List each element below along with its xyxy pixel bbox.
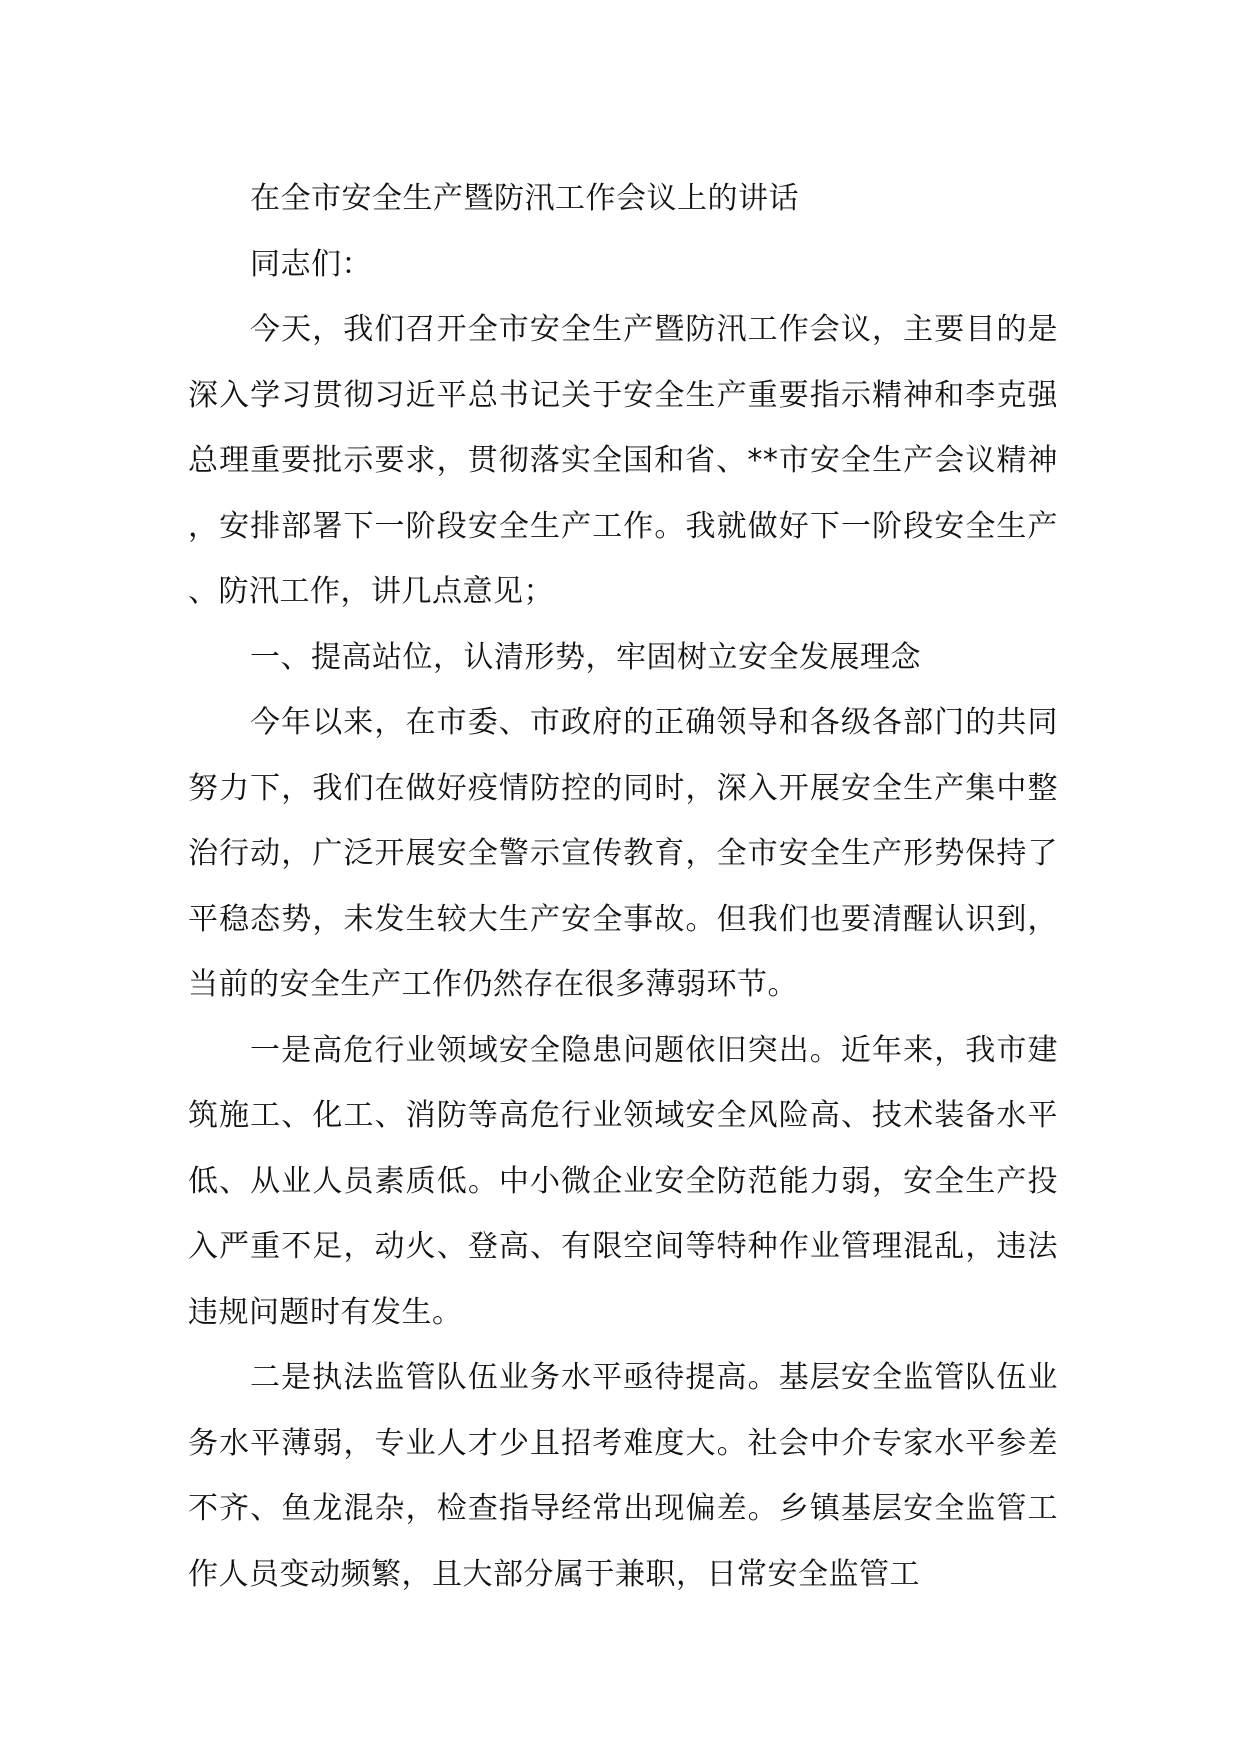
document-title: 在全市安全生产暨防汛工作会议上的讲话 (250, 181, 799, 216)
section-heading-1: 一、提高站位，认清形势，牢固树立安全发展理念 (250, 639, 921, 675)
document-body (188, 166, 1058, 1607)
paragraph-opening: 今天，我们召开全市安全生产暨防汛工作会议，主要目的是深入学习贯彻习近平总书记关于安全生产重要指示精神和李克强总理重要批示要求，贯彻落实全国和省、**市安全生产会议精神，安排部署下一阶段安全生产工作。我就做好下一阶段安全生产、防汛工作，讲几点意见； (188, 312, 1058, 609)
paragraph-situation: 今年以来，在市委、市政府的正确领导和各级各部门的共同努力下，我们在做好疫情防控的同时，深入开展安全生产集中整治行动，广泛开展安全警示宣传教育，全市安全生产形势保持了平稳态势，未发生较大生产安全事故。但我们也要清醒认识到，当前的安全生产工作仍然存在很多薄弱环节。 (188, 705, 1058, 1002)
salutation: 同志们： (250, 246, 372, 282)
paragraph-point-2: 二是执法监管队伍业务水平亟待提高。基层安全监管队伍业务水平薄弱，专业人才少且招考难度大。社会中介专家水平参差不齐、鱼龙混杂，检查指导经常出现偏差。乡镇基层安全监管工作人员变动频繁，且大部分属于兼职，日常安全监管工 (188, 1360, 1058, 1592)
paragraph-point-1: 一是高危行业领域安全隐患问题依旧突出。近年来，我市建筑施工、化工、消防等高危行业领域安全风险高、技术装备水平低、从业人员素质低。中小微企业安全防范能力弱，安全生产投入严重不足，动火、登高、有限空间等特种作业管理混乱，违法违规问题时有发生。 (188, 1032, 1058, 1330)
